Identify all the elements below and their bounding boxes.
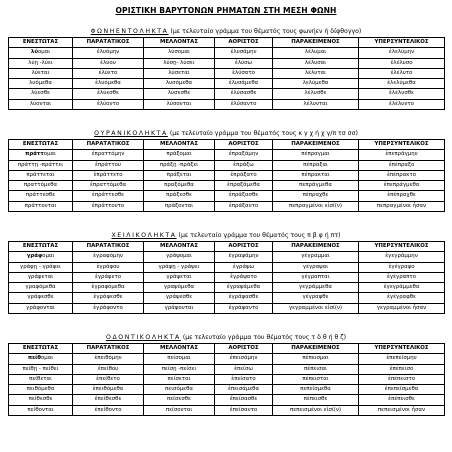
column-header: ΠΑΡΑΤΑΤΙΚΟΣ <box>73 38 144 48</box>
table-cell: ἐπράττετο <box>73 170 144 180</box>
table-cell: γραφόμεθα <box>9 283 73 293</box>
table-cell: λέλυσθε <box>273 89 359 99</box>
section-note: (με τελευταίο γράμμα του θέματός τους φωνήεν ή δίφθογγο) <box>168 28 362 35</box>
table-cell: λύεται <box>9 68 73 78</box>
section-heading: ΦΩΝΗΕΝΤΟΛΗΚΤΑ <box>90 28 169 35</box>
column-header: ΠΑΡΑΚΕΙΜΕΝΟΣ <box>273 140 359 150</box>
table-cell: λυσόμεθα <box>144 79 215 89</box>
table-row <box>9 405 445 415</box>
table-row <box>9 303 445 313</box>
table-cell: πέπεισθε <box>273 395 359 405</box>
table-row <box>9 191 445 201</box>
table-cell: πείσεσθε <box>144 395 215 405</box>
table-row <box>9 170 445 180</box>
column-header: ΜΕΛΛΟΝΤΑΣ <box>144 38 215 48</box>
table-cell: πεπεισμένοι εἰσί(ν) <box>273 405 359 415</box>
verb-section <box>8 129 444 212</box>
table-cell: πεπραγμένοι ἦσαν <box>359 201 445 211</box>
table-cell: πέπεισαι <box>273 364 359 374</box>
verb-stem: πείθ <box>27 355 41 362</box>
column-header: ΕΝΕΣΤΩΤΑΣ <box>9 38 73 48</box>
table-cell: λέλυσαι <box>273 58 359 68</box>
column-header: ΠΑΡΑΤΑΤΙΚΟΣ <box>73 140 144 150</box>
table-row <box>9 58 445 68</box>
column-header: ΑΟΡΙΣΤΟΣ <box>215 140 273 150</box>
table-cell: πράξῃ -πράξει <box>144 160 215 170</box>
table-cell: ἐλύσατο <box>215 68 273 78</box>
table-cell: ἐλυσάμην <box>215 48 273 58</box>
table-cell: ἐπεπείσμην <box>359 354 445 364</box>
table-cell: γράφονται <box>9 303 73 313</box>
table-row <box>9 68 445 78</box>
section-title <box>8 333 444 343</box>
table-cell: ἐγράφεσθε <box>73 293 144 303</box>
column-header: ΑΟΡΙΣΤΟΣ <box>215 344 273 354</box>
section-note: (με τελευταίο γράμμα του θέματός τους π β φ ή πτ) <box>176 232 341 239</box>
table-cell: ἐλύσω <box>215 58 273 68</box>
verb-ending: ομαι <box>37 49 51 56</box>
table-cell: γέγραψαι <box>273 262 359 272</box>
table-cell: γεγράμμεθα <box>273 283 359 293</box>
table-cell: λύεσθε <box>9 89 73 99</box>
table-cell: γράψῃ - γράψει <box>144 262 215 272</box>
table-row <box>9 262 445 272</box>
table-row <box>9 181 445 191</box>
table-cell: ἐπράξασθε <box>215 191 273 201</box>
table-cell <box>9 252 73 262</box>
column-header: ΠΑΡΑΤΑΤΙΚΟΣ <box>73 344 144 354</box>
table-cell: λύσεσθε <box>144 89 215 99</box>
table-cell: ἐγράψω <box>215 262 273 272</box>
table-cell: ἐγράψατο <box>215 272 273 282</box>
table-cell: ἐπέπραχθε <box>359 191 445 201</box>
table-row <box>9 385 445 395</box>
table-row <box>9 374 445 384</box>
table-row <box>9 89 445 99</box>
table-cell: λύονται <box>9 99 73 109</box>
table-cell: ἐπειθόμεθα <box>73 385 144 395</box>
table-cell: ἐλυόμην <box>73 48 144 58</box>
table-cell: πεπράγμεθα <box>273 181 359 191</box>
column-header: ΕΝΕΣΤΩΤΑΣ <box>9 344 73 354</box>
verb-ending: ομαι <box>40 355 54 362</box>
conjugation-table <box>8 343 445 416</box>
table-cell: πράττεσθε <box>9 191 73 201</box>
table-cell: ἐπραττόμην <box>73 150 144 160</box>
section-note: (με τελευταίο γράμμα του θέματός τους τ δ θ ή θ ζ) <box>180 334 347 341</box>
table-cell: πράττῃ -πράττει <box>9 160 73 170</box>
table-cell <box>9 150 73 160</box>
table-cell: ἐγράψαντο <box>215 303 273 313</box>
table-cell: ἐπέπειστο <box>359 374 445 384</box>
column-header: ΠΑΡΑΚΕΙΜΕΝΟΣ <box>273 242 359 252</box>
table-cell: ἐγραφόμεθα <box>73 283 144 293</box>
table-row <box>9 293 445 303</box>
column-header: ΠΑΡΑΤΑΤΙΚΟΣ <box>73 242 144 252</box>
table-cell: ἐπέπεισθε <box>359 395 445 405</box>
table-row <box>9 283 445 293</box>
table-cell: πείσεται <box>144 374 215 384</box>
table-cell: λύσομαι <box>144 48 215 58</box>
table-cell: λέλυμαι <box>273 48 359 58</box>
table-cell: ἐγέγραφθε <box>359 293 445 303</box>
table-cell: ἐπείθετο <box>73 374 144 384</box>
conjugation-table <box>8 241 445 314</box>
column-header: ΠΑΡΑΚΕΙΜΕΝΟΣ <box>273 38 359 48</box>
table-cell: ἐλύσαντο <box>215 99 273 109</box>
table-cell: λύσῃ- λύσει <box>144 58 215 68</box>
table-cell: ἐπεισάμεθα <box>215 385 273 395</box>
table-cell: ἐπεισάμην <box>215 354 273 364</box>
table-cell: γράφεται <box>9 272 73 282</box>
table-cell: ἐγέγραψο <box>359 262 445 272</box>
table-cell: ἐγεγράμμεθα <box>359 283 445 293</box>
table-cell <box>9 48 73 58</box>
table-cell: πράξεται <box>144 170 215 180</box>
table-cell: πεπεισμένοι ἦσαν <box>359 405 445 415</box>
header-row <box>9 140 445 150</box>
table-row <box>9 99 445 109</box>
table-cell: γέγραμμαι <box>273 252 359 262</box>
table-cell: γράψεται <box>144 272 215 282</box>
section-heading: ΟΔΟΝΤΙΚΟΛΗΚΤΑ <box>105 334 181 341</box>
column-header: ΜΕΛΛΟΝΤΑΣ <box>144 344 215 354</box>
table-cell: γεγραμμένοι ἦσαν <box>359 303 445 313</box>
table-cell: ἐλύου <box>73 58 144 68</box>
table-cell: πείθεσθε <box>9 395 73 405</box>
conjugation-table <box>8 139 445 212</box>
table-cell: γραψόμεθα <box>144 283 215 293</box>
conjugation-table <box>8 37 445 110</box>
column-header: ΥΠΕΡΣΥΝΤΕΛΙΚΟΣ <box>359 344 445 354</box>
verb-stem: πράττ <box>25 151 44 158</box>
table-cell: λύσονται <box>144 99 215 109</box>
table-cell: ἐπείθεσθε <box>73 395 144 405</box>
verb-section <box>8 333 444 416</box>
table-cell: ἐπράττοντο <box>73 201 144 211</box>
table-row <box>9 354 445 364</box>
table-cell: λυόμεθα <box>9 79 73 89</box>
column-header: ΕΝΕΣΤΩΤΑΣ <box>9 242 73 252</box>
table-cell: ἐπραττόμεθα <box>73 181 144 191</box>
table-cell: ἐπραξάμεθα <box>215 181 273 191</box>
table-cell: γράψομαι <box>144 252 215 262</box>
column-header: ΥΠΕΡΣΥΝΤΕΛΙΚΟΣ <box>359 242 445 252</box>
column-header: ΥΠΕΡΣΥΝΤΕΛΙΚΟΣ <box>359 38 445 48</box>
table-cell: ἐπράττου <box>73 160 144 170</box>
table-cell: ἐλέλυσθε <box>359 89 445 99</box>
section-title <box>8 27 444 37</box>
table-cell: πέπεισται <box>273 374 359 384</box>
table-cell: λύσεται <box>144 68 215 78</box>
column-header: ΠΑΡΑΚΕΙΜΕΝΟΣ <box>273 344 359 354</box>
table-cell: ἐγραψάμεθα <box>215 283 273 293</box>
header-row <box>9 38 445 48</box>
column-header: ΜΕΛΛΟΝΤΑΣ <box>144 140 215 150</box>
table-cell: πράττονται <box>9 201 73 211</box>
table-cell: ἐπεπείσμεθα <box>359 385 445 395</box>
header-row <box>9 344 445 354</box>
table-cell: ἐπέπραξο <box>359 160 445 170</box>
table-cell: πραττόμεθα <box>9 181 73 191</box>
table-cell: ἐπράξατο <box>215 170 273 180</box>
table-cell: ἐπέπρακτο <box>359 170 445 180</box>
table-cell: πειθόμεθα <box>9 385 73 395</box>
table-cell: λύῃ -λύει <box>9 58 73 68</box>
table-cell: ἐπείθοντο <box>73 405 144 415</box>
table-cell: ἐγραφόμην <box>73 252 144 262</box>
table-cell: ἐγράφοντο <box>73 303 144 313</box>
table-cell: πέπραξαι <box>273 160 359 170</box>
table-cell: λελύμεθα <box>273 79 359 89</box>
column-header: ΜΕΛΛΟΝΤΑΣ <box>144 242 215 252</box>
table-cell: πείσονται <box>144 405 215 415</box>
table-row <box>9 395 445 405</box>
table-cell: ἐπείσαντο <box>215 405 273 415</box>
table-cell: λέλυται <box>273 68 359 78</box>
table-cell: πέπραγμαι <box>273 150 359 160</box>
table-cell: πείθονται <box>9 405 73 415</box>
column-header: ΑΟΡΙΣΤΟΣ <box>215 242 273 252</box>
table-cell: γράψονται <box>144 303 215 313</box>
table-cell: ἐλέλυσο <box>359 58 445 68</box>
table-cell: πράξονται <box>144 201 215 211</box>
table-cell: πεπραγμένοι εἰσί(ν) <box>273 201 359 211</box>
table-cell: ἐλελύμεθα <box>359 79 445 89</box>
table-cell: ἐπράξω <box>215 160 273 170</box>
table-cell: ἐπεπράγμεθα <box>359 181 445 191</box>
section-heading: ΟΥΡΑΝΙΚΟΛΗΚΤΑ <box>94 130 168 137</box>
column-header: ΥΠΕΡΣΥΝΤΕΛΙΚΟΣ <box>359 140 445 150</box>
table-cell: γεγραμμένοι εἰσί(ν) <box>273 303 359 313</box>
table-cell: ἐπραξάμην <box>215 150 273 160</box>
table-cell: πέπραχθε <box>273 191 359 201</box>
table-cell: πεισόμεθα <box>144 385 215 395</box>
verb-ending: ομαι <box>42 253 55 260</box>
table-row <box>9 252 445 262</box>
section-note: (με τελευταίο γράμμα του θέματός τους κ γ χ ή χ γ/π τσ σσ) <box>167 130 358 137</box>
page-title: ΟΡΙΣΤΙΚΗ ΒΑΡΥΤΟΝΩΝ ΡΗΜΑΤΩΝ ΣΤΗ ΜΕΣΗ ΦΩΝΗ <box>115 6 337 15</box>
header-row <box>9 242 445 252</box>
table-cell: ἐλέλυτο <box>359 68 445 78</box>
table-cell: ἐπράττεσθε <box>73 191 144 201</box>
verb-section <box>8 231 444 314</box>
table-row <box>9 150 445 160</box>
table-cell: ἐπέπεισο <box>359 364 445 374</box>
table-cell: ἐλέλυντο <box>359 99 445 109</box>
table-row <box>9 364 445 374</box>
verb-stem: γράφ <box>26 253 43 260</box>
table-cell: ἐγραψάμην <box>215 252 273 262</box>
verb-ending: ομαι <box>43 151 56 158</box>
table-cell: ἐγράψασθε <box>215 293 273 303</box>
table-cell: ἐλύοντο <box>73 99 144 109</box>
table-cell: πέπεισμαι <box>273 354 359 364</box>
verb-section <box>8 27 444 110</box>
table-cell: ἐπείσασθε <box>215 395 273 405</box>
verb-stem: λύ <box>30 49 38 56</box>
table-cell: ἐλυόμεθα <box>73 79 144 89</box>
table-cell: ἐλελύμην <box>359 48 445 58</box>
table-cell: πείθῃ - πείθει <box>9 364 73 374</box>
table-cell: ἐλύεσθε <box>73 89 144 99</box>
table-cell: ἐπείσω <box>215 364 273 374</box>
table-row <box>9 201 445 211</box>
table-cell: ἐπράξαντο <box>215 201 273 211</box>
table-cell: ἐπεπράγμην <box>359 150 445 160</box>
table-cell: ἐλυσάμεθα <box>215 79 273 89</box>
table-cell: ἐγράφετο <box>73 272 144 282</box>
column-header: ΕΝΕΣΤΩΤΑΣ <box>9 140 73 150</box>
table-cell: ἐγέγραπτο <box>359 272 445 282</box>
table-cell: πράξεσθε <box>144 191 215 201</box>
table-cell: γράφεσθε <box>9 293 73 303</box>
table-cell: πραξόμεθα <box>144 181 215 191</box>
table-row <box>9 272 445 282</box>
table-cell: γέγραπται <box>273 272 359 282</box>
table-row <box>9 160 445 170</box>
table-cell: γέγραφθε <box>273 293 359 303</box>
table-cell: γράφῃ - γράφει <box>9 262 73 272</box>
table-cell: πέπρακται <box>273 170 359 180</box>
table-cell: πείσῃ -πείσει <box>144 364 215 374</box>
table-cell: ἐλύσασθε <box>215 89 273 99</box>
table-row <box>9 79 445 89</box>
column-header: ΑΟΡΙΣΤΟΣ <box>215 38 273 48</box>
table-cell: ἐπειθόμην <box>73 354 144 364</box>
table-cell: πεπείσμεθα <box>273 385 359 395</box>
section-title <box>8 231 444 241</box>
table-cell: λέλυνται <box>273 99 359 109</box>
table-cell: πείσομαι <box>144 354 215 364</box>
table-cell: ἐγράφου <box>73 262 144 272</box>
table-cell: ἐπείθου <box>73 364 144 374</box>
table-cell: ἐγεγράμμην <box>359 252 445 262</box>
table-cell: ἐλύετο <box>73 68 144 78</box>
table-cell: πράξομαι <box>144 150 215 160</box>
table-cell: ἐπείσατο <box>215 374 273 384</box>
table-cell: πράττεται <box>9 170 73 180</box>
table-row <box>9 48 445 58</box>
section-heading: ΧΕΙΛΙΚΟΛΗΚΤΑ <box>111 232 177 239</box>
table-cell: πείθεται <box>9 374 73 384</box>
section-title <box>8 129 444 139</box>
table-cell <box>9 354 73 364</box>
table-cell: γράψεσθε <box>144 293 215 303</box>
